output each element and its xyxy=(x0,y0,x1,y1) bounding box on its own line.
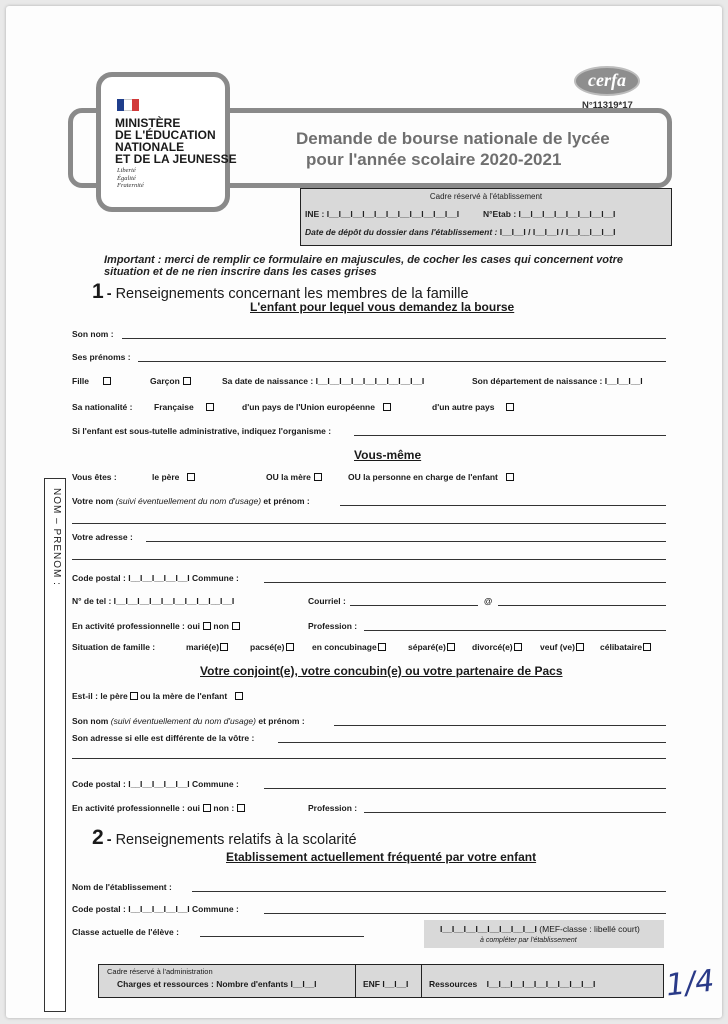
conjoint-commune-field[interactable] xyxy=(264,788,666,789)
pere-checkbox[interactable] xyxy=(187,473,195,481)
name-sidebar-label: NOM – PRENOM : xyxy=(51,488,62,586)
parent-name-field[interactable] xyxy=(340,505,666,506)
cerfa-logo: cerfa xyxy=(574,66,640,96)
depot-date-field[interactable]: I__I__I / I__I__I / I__I__I__I__I xyxy=(499,227,616,237)
veuf-checkbox[interactable] xyxy=(576,643,584,651)
address-field-2[interactable] xyxy=(72,559,666,560)
activite-oui-checkbox[interactable] xyxy=(203,622,211,630)
conjoint-address-field-2[interactable] xyxy=(72,758,666,759)
republic-motto: Liberté Égalité Fraternité xyxy=(117,167,144,189)
conjoint-profession-field[interactable] xyxy=(364,812,666,813)
document-title: Demande de bourse nationale de lycée pour l'année scolaire 2020-2021 xyxy=(296,129,610,169)
school-reserved-box: Cadre réservé à l'établissement INE : I__I__I__I__I__I__I__I__I__I__I__I N°Etab : I__I__I__I__I__I__I__I__I Date de dépôt du dossier dans l'établissement : I__I__I / I__I__I / I__I__I__I__I xyxy=(300,188,672,246)
conjoint-postal-code-field[interactable]: I__I__I__I__I__I xyxy=(128,779,190,789)
postal-code-field[interactable]: I__I__I__I__I__I xyxy=(128,573,190,583)
phone-field[interactable]: I__I__I__I__I__I__I__I__I__I__I xyxy=(113,596,235,606)
fille-checkbox[interactable] xyxy=(103,377,111,385)
ressources-field[interactable]: I__I__I__I__I__I__I__I__I__I xyxy=(486,979,596,989)
autre-pays-checkbox[interactable] xyxy=(506,403,514,411)
parent-name-field-2[interactable] xyxy=(72,523,666,524)
conjoint-pere-checkbox[interactable] xyxy=(130,692,138,700)
conjoint-mere-checkbox[interactable] xyxy=(235,692,243,700)
activite-non-checkbox[interactable] xyxy=(232,622,240,630)
birthdate-field[interactable]: I__I__I__I__I__I__I__I__I__I xyxy=(315,376,425,386)
page-number: 1/4 xyxy=(664,963,716,1004)
child-name-field[interactable] xyxy=(122,338,666,339)
ministry-logo xyxy=(96,72,237,212)
address-field[interactable] xyxy=(146,541,666,542)
section-2-title: 2 - Renseignements relatifs à la scolarité xyxy=(92,826,357,849)
vous-heading: Vous-même xyxy=(354,448,422,462)
form-page: MINISTÈRE DE L'ÉDUCATION NATIONALE ET DE LA JEUNESSE Liberté Égalité Fraternité Demande de bourse nationale de lycée pour l'année scolaire 2020-2021 cerfa N°11319*17 Cadre réservé à l'établissement INE : I__I__I__I__I__I__I__I__I__I__I__I N°Etab : I__I__I__I__I__I__I__I__I Date de dépôt du dossier dans l'établissement : I__I__I / I__I__I / I__I__I__I__I Important : merci de remplir ce formulaire en majuscules, de cocher les cases qui concernent votre situation et de ne rien inscrire dans les cases grises NOM – PRENOM : 1 - Renseignements concernant les membres de la famille L'enfant pour lequel vous demandez la bourse Son nom : Ses prénoms : Fille Garçon Sa date de naissance : I__I__I__I__I__I__I__I__I__I Son département de naissance : I__I__I__I Sa nationalité : Française d'un pays de l'Union européenne d'un autre pays Si l'enfant est sous-tutelle administrative, indiquez l'organisme : Vous-même Vous êtes : le père OU la mère OU la personne en charge de l'enfant Votre nom (suivi éventuellement du nom d'usage) et prénom : Votre adresse : Code postal : I__I__I__I__I__I Commune : N° de tel : I__I__I__I__I__I__I__I__I__I__I Courriel : @ En activité professionnelle : oui non Profession : Situation de famille : marié(e) pacsé(e) en concubinage séparé(e) divorcé(e) veuf (ve) célibataire Votre conjoint(e), votre concubin(e) ou votre partenaire de Pacs Est-il : le père ou la mère de l'enfant Son nom (suivi éventuellement du nom d'usage) et prénom : Son adresse si elle est différente de la vôtre : Code postal : I__I__I__I__I__I Commune : En activité professionnelle : oui non : Profession : 2 - Renseignements relatifs à la scolarité Etablissement actuellement fréquenté par votre enfant Nom de l'établissement : Code postal : I__I__I__I__I__I Commune : Classe actuelle de l'élève : I__I__I__I__I__I__I__I__I (MEF-classe : libellé court) à compléter par l'établissement Cadre réservé à l'administration Charges et ressources : Nombre d'enfants I__I__I ENF I__I__I Ressources I__I__I__I__I__I__I__I__I__I 1/4 xyxy=(6,6,722,1018)
francaise-checkbox[interactable] xyxy=(206,403,214,411)
french-flag-icon xyxy=(117,99,139,111)
child-heading: L'enfant pour lequel vous demandez la bourse xyxy=(250,300,515,314)
conjoint-name-field[interactable] xyxy=(334,725,666,726)
cerfa-number: N°11319*17 xyxy=(582,100,633,111)
school-commune-field[interactable] xyxy=(264,913,666,914)
email-domain-field[interactable] xyxy=(498,605,666,606)
marie-checkbox[interactable] xyxy=(220,643,228,651)
enf-field[interactable]: I__I__I xyxy=(382,979,409,989)
commune-field[interactable] xyxy=(264,582,666,583)
tutelle-field[interactable] xyxy=(354,435,666,436)
school-postal-code-field[interactable]: I__I__I__I__I__I xyxy=(128,904,190,914)
concubinage-checkbox[interactable] xyxy=(378,643,386,651)
email-user-field[interactable] xyxy=(350,605,478,606)
mef-reserved-box: I__I__I__I__I__I__I__I__I (MEF-classe : libellé court) à compléter par l'établissement xyxy=(424,920,664,948)
profession-field[interactable] xyxy=(364,630,666,631)
conjoint-heading: Votre conjoint(e), votre concubin(e) ou votre partenaire de Pacs xyxy=(200,664,563,678)
admin-reserved-box: Cadre réservé à l'administration Charges et ressources : Nombre d'enfants I__I__I ENF I__I__I Ressources I__I__I__I__I__I__I__I__I__I xyxy=(98,964,664,998)
birth-department-field[interactable]: I__I__I__I xyxy=(604,376,643,386)
netab-field[interactable]: I__I__I__I__I__I__I__I__I xyxy=(518,209,616,219)
child-firstnames-field[interactable] xyxy=(138,361,666,362)
personne-charge-checkbox[interactable] xyxy=(506,473,514,481)
garcon-checkbox[interactable] xyxy=(183,377,191,385)
class-field[interactable] xyxy=(200,936,364,937)
ue-checkbox[interactable] xyxy=(383,403,391,411)
school-heading: Etablissement actuellement fréquenté par votre enfant xyxy=(226,850,537,864)
conjoint-activite-non-checkbox[interactable] xyxy=(237,804,245,812)
section-1-title: 1 - Renseignements concernant les membres de la famille xyxy=(92,280,469,303)
school-name-field[interactable] xyxy=(192,891,666,892)
pacse-checkbox[interactable] xyxy=(286,643,294,651)
celibataire-checkbox[interactable] xyxy=(643,643,651,651)
ine-field[interactable]: I__I__I__I__I__I__I__I__I__I__I__I xyxy=(326,209,460,219)
mere-checkbox[interactable] xyxy=(314,473,322,481)
conjoint-address-field[interactable] xyxy=(278,742,666,743)
ministry-name: MINISTÈRE DE L'ÉDUCATION NATIONALE ET DE LA JEUNESSE xyxy=(115,116,237,166)
divorce-checkbox[interactable] xyxy=(514,643,522,651)
separe-checkbox[interactable] xyxy=(447,643,455,651)
nb-enfants-field[interactable]: I__I__I xyxy=(290,979,317,989)
mef-field[interactable]: I__I__I__I__I__I__I__I__I xyxy=(440,924,537,934)
important-note: Important : merci de remplir ce formulaire en majuscules, de cocher les cases qui concernent votre situation et de ne rien inscrire dans les cases grises xyxy=(104,254,624,278)
conjoint-activite-oui-checkbox[interactable] xyxy=(203,804,211,812)
